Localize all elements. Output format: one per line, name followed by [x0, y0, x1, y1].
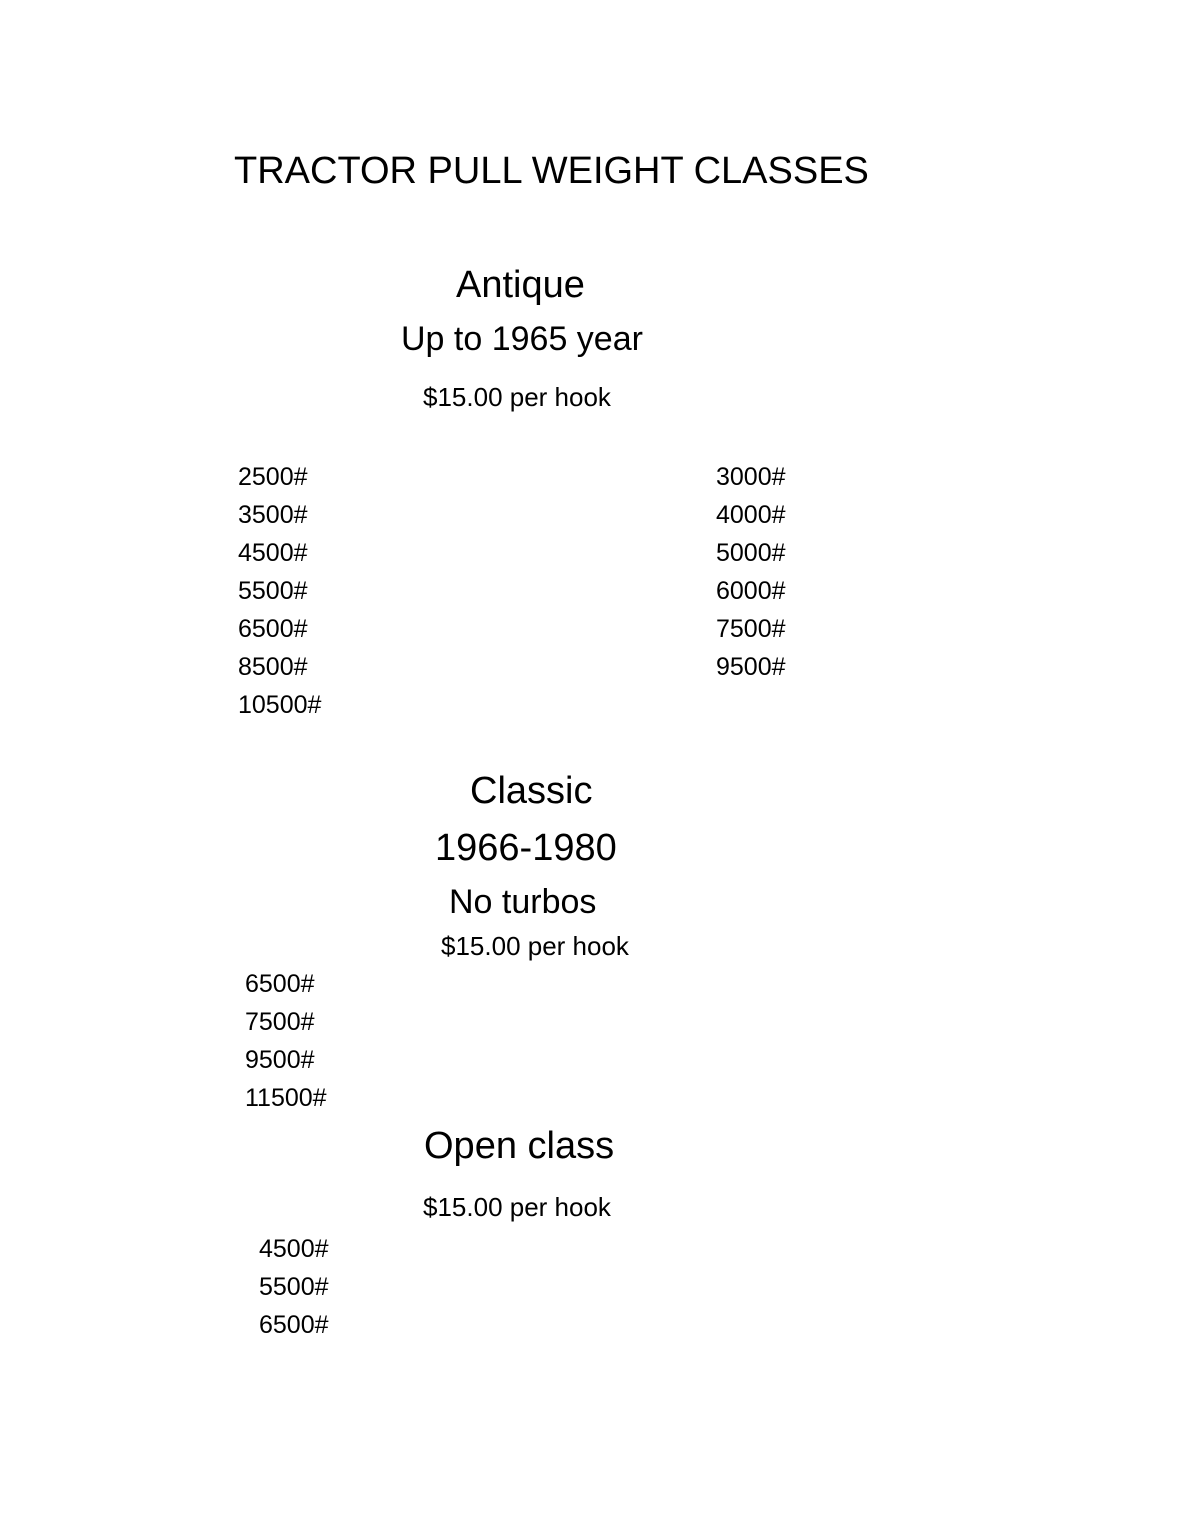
classic-weight: 6500# — [245, 970, 315, 998]
open-price: $15.00 per hook — [423, 1192, 611, 1222]
antique-weight-left: 8500# — [238, 653, 308, 681]
antique-weight-right: 9500# — [716, 653, 786, 681]
classic-price: $15.00 per hook — [441, 931, 629, 961]
antique-weight-right: 5000# — [716, 539, 786, 567]
classic-note: No turbos — [449, 883, 597, 921]
antique-weight-left: 10500# — [238, 691, 322, 719]
antique-years: Up to 1965 year — [401, 320, 643, 358]
classic-weight: 11500# — [245, 1084, 327, 1112]
antique-weight-left: 5500# — [238, 577, 308, 605]
antique-weight-left: 6500# — [238, 615, 308, 643]
antique-weight-right: 6000# — [716, 577, 786, 605]
open-weight: 4500# — [259, 1235, 329, 1263]
open-weight: 5500# — [259, 1273, 329, 1301]
antique-weight-right: 3000# — [716, 463, 786, 491]
antique-weight-right: 7500# — [716, 615, 786, 643]
classic-weight: 9500# — [245, 1046, 315, 1074]
antique-weight-left: 3500# — [238, 501, 308, 529]
antique-weight-left: 2500# — [238, 463, 308, 491]
classic-heading: Classic — [470, 770, 593, 812]
classic-weight: 7500# — [245, 1008, 315, 1036]
page-title: TRACTOR PULL WEIGHT CLASSES — [234, 150, 869, 192]
open-heading: Open class — [424, 1125, 615, 1167]
antique-weight-right: 4000# — [716, 501, 786, 529]
classic-years: 1966-1980 — [435, 827, 617, 869]
antique-heading: Antique — [456, 264, 585, 306]
antique-weight-left: 4500# — [238, 539, 308, 567]
open-weight: 6500# — [259, 1311, 329, 1339]
antique-price: $15.00 per hook — [423, 382, 611, 412]
